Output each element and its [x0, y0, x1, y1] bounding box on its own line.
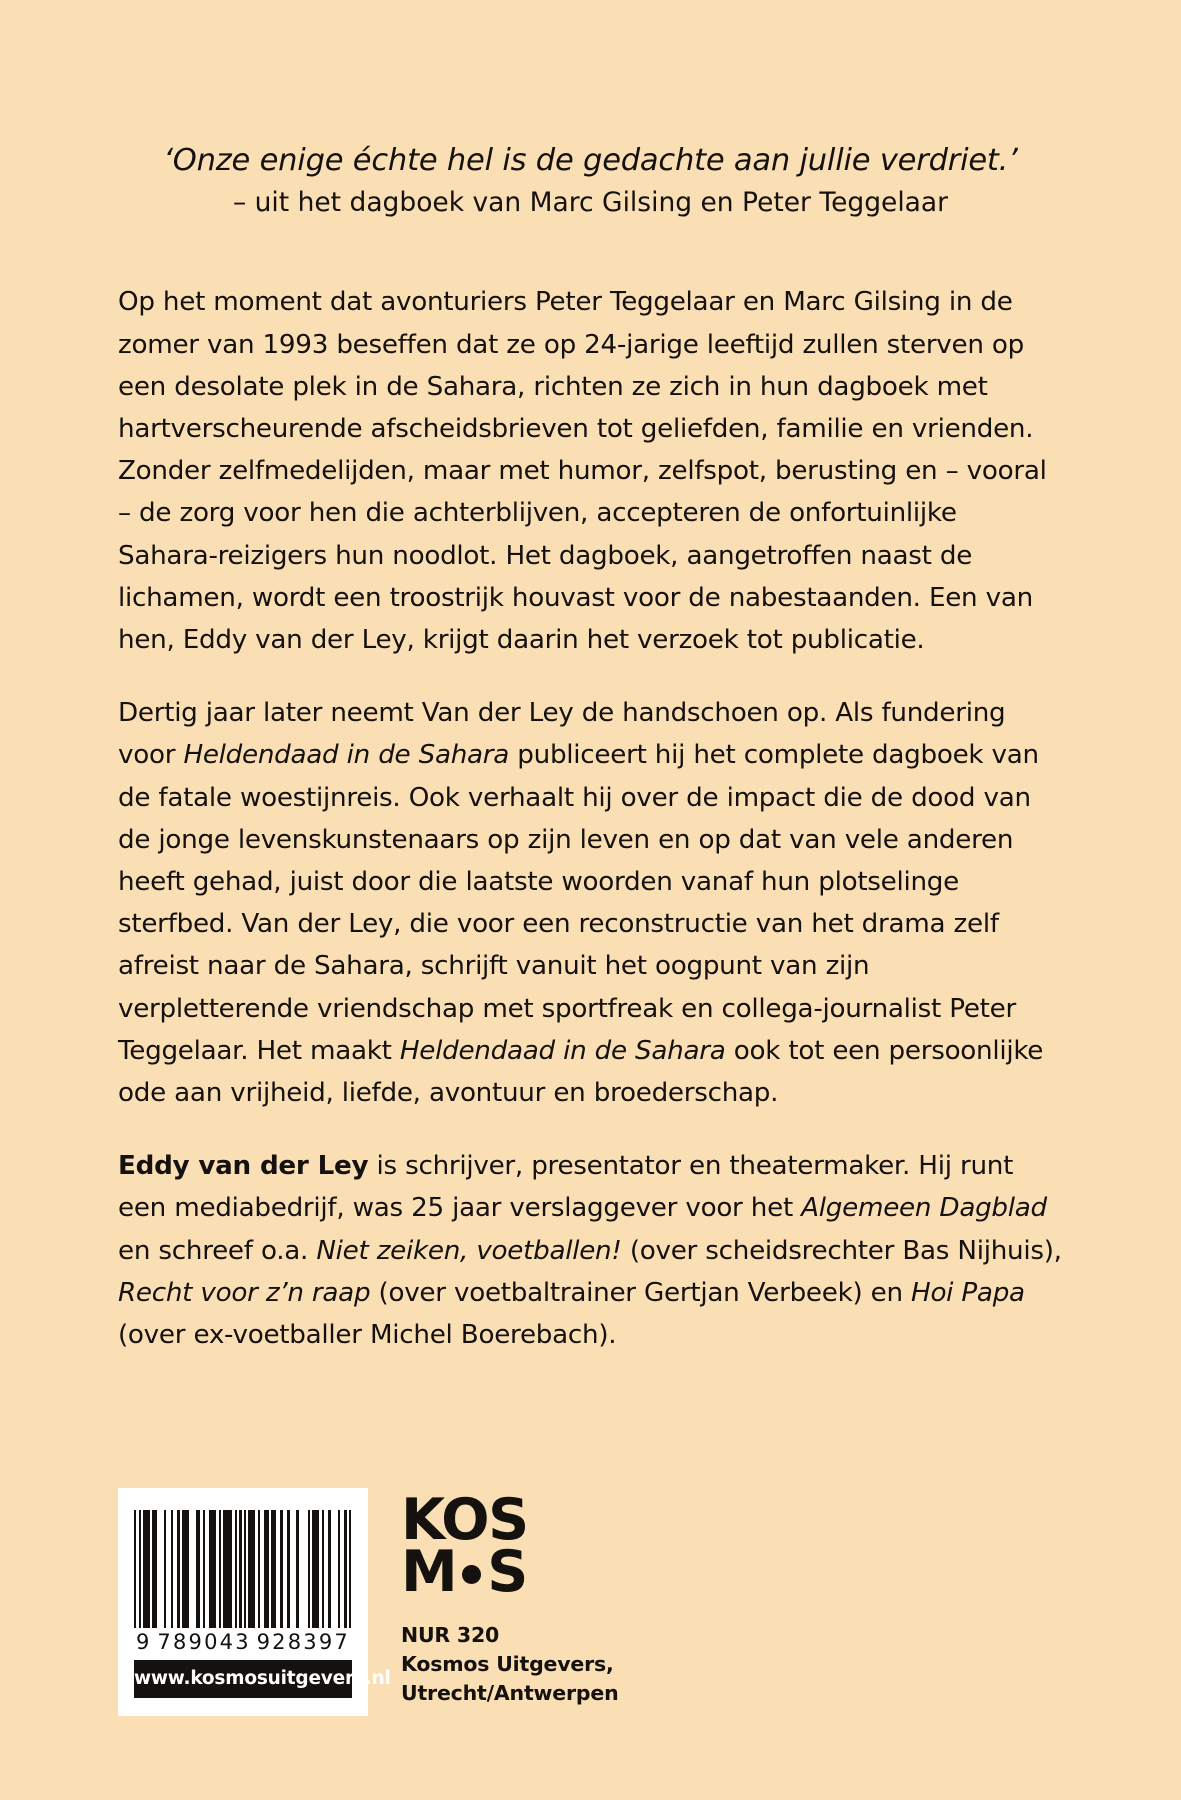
publisher-city: Utrecht/Antwerpen [401, 1680, 619, 1705]
author-name: Eddy van der Ley [118, 1151, 369, 1182]
kosmos-logo-m: M [401, 1539, 457, 1606]
imprint-details [401, 1621, 618, 1708]
publisher-block [401, 1486, 619, 1716]
kosmos-logo-s: S [487, 1539, 527, 1606]
bio-text-5: (over ex-voetballer Michel Boerebach). [118, 1320, 617, 1350]
author-bio-paragraph [118, 1145, 1063, 1356]
isbn-digits [134, 1630, 352, 1660]
bio-text-2: en schreef o.a. [118, 1235, 317, 1266]
book-title-recht-voor-zn-raap: Recht voor z’n raap [118, 1277, 371, 1308]
blurb-paragraph-2 [118, 692, 1063, 1114]
cover-footer [118, 1488, 1063, 1716]
pull-quote-block [118, 0, 1063, 219]
blurb-paragraph-1 [118, 281, 1063, 661]
pull-quote-text: ‘Onze enige échte hel is de gedachte aan jullie verdriet.’ [163, 143, 1018, 178]
book-title-hoi-papa: Hoi Papa [911, 1277, 1025, 1308]
blurb-paragraph-1-text: Op het moment dat avonturiers Peter Teggelaar en Marc Gilsing in de zomer van 1993 beseffen dat ze op 24-jarige leeftijd zullen sterven op een desolate plek in de Sahara, richten ze zich in hun dagboek met hartverscheurende afscheidsbrieven tot geliefden, familie en vrienden. Zonder zelfmedelijden, maar met humor, zelfspot, berusting en – vooral – de zorg voor hen die achterblijven, accepteren de onfortuinlijke Sahara-reizigers hun noodlot. Het dagboek, aangetroffen naast de lichamen, wordt een troostrijk houvast voor de nabestaanden. Een van hen, Eddy van der Ley, krijgt daarin het verzoek tot publicatie. [118, 287, 1047, 655]
kosmos-logo-line-1: KOS [401, 1486, 528, 1553]
blurb-p2-text-2: publiceert hij het complete dagboek van de fatale woestijnreis. Ook verhaalt hij over de impact die de dood van de jonge levenskunstenaars op zijn leven en op dat van vele anderen heeft gehad, juist door die laatste woorden vanaf hun plotselinge sterfbed. Van der Ley, die voor een reconstructie van het drama zelf afreist naar de Sahara, schrijft vanuit het oogpunt van zijn verpletterende vriendschap met sportfreak en collega-journalist Peter Teggelaar. Het maakt [118, 740, 1039, 1066]
pull-quote-attribution: – uit het dagboek van Marc Gilsing en Peter Teggelaar [232, 187, 949, 219]
blurb-body [118, 281, 1063, 1356]
publisher-name: Kosmos Uitgevers, [401, 1651, 614, 1676]
kosmos-logo-dot-icon [462, 1565, 481, 1584]
book-title-heldendaad-2: Heldendaad in de Sahara [399, 1035, 726, 1066]
book-title-heldendaad-1: Heldendaad in de Sahara [183, 740, 510, 771]
kosmos-logo-line-2 [401, 1539, 618, 1606]
barcode-block [118, 1488, 391, 1716]
nur-code: NUR 320 [401, 1622, 500, 1647]
bio-text-1: is schrijver, presentator en theatermaker. Hij runt een mediabedrijf, was 25 jaar verslaggever voor het [118, 1151, 1014, 1224]
publication-title-algemeen-dagblad: Algemeen Dagblad [801, 1193, 1047, 1224]
kosmos-logo [401, 1486, 618, 1606]
isbn-digit-group-2: 789043 [157, 1630, 251, 1654]
bio-text-3: (over scheidsrechter Bas Nijhuis), [621, 1235, 1062, 1266]
barcode-icon [134, 1510, 352, 1628]
isbn-digit-group-1: 9 [136, 1630, 152, 1654]
publisher-website-url[interactable]: www.kosmosuitgevers.nl [134, 1660, 352, 1698]
isbn-digit-group-3: 928397 [256, 1630, 350, 1654]
blurb-p2-text-3: ook tot een persoonlijke ode aan vrijheid, liefde, avontuur en broederschap. [118, 1035, 1044, 1108]
bio-text-4: (over voetbaltrainer Gertjan Verbeek) en [370, 1277, 912, 1308]
blurb-p2-text-1: Dertig jaar later neemt Van der Ley de handschoen op. Als fundering voor [118, 698, 1006, 771]
book-title-niet-zeiken-voetballen: Niet zeiken, voetballen! [316, 1235, 622, 1266]
